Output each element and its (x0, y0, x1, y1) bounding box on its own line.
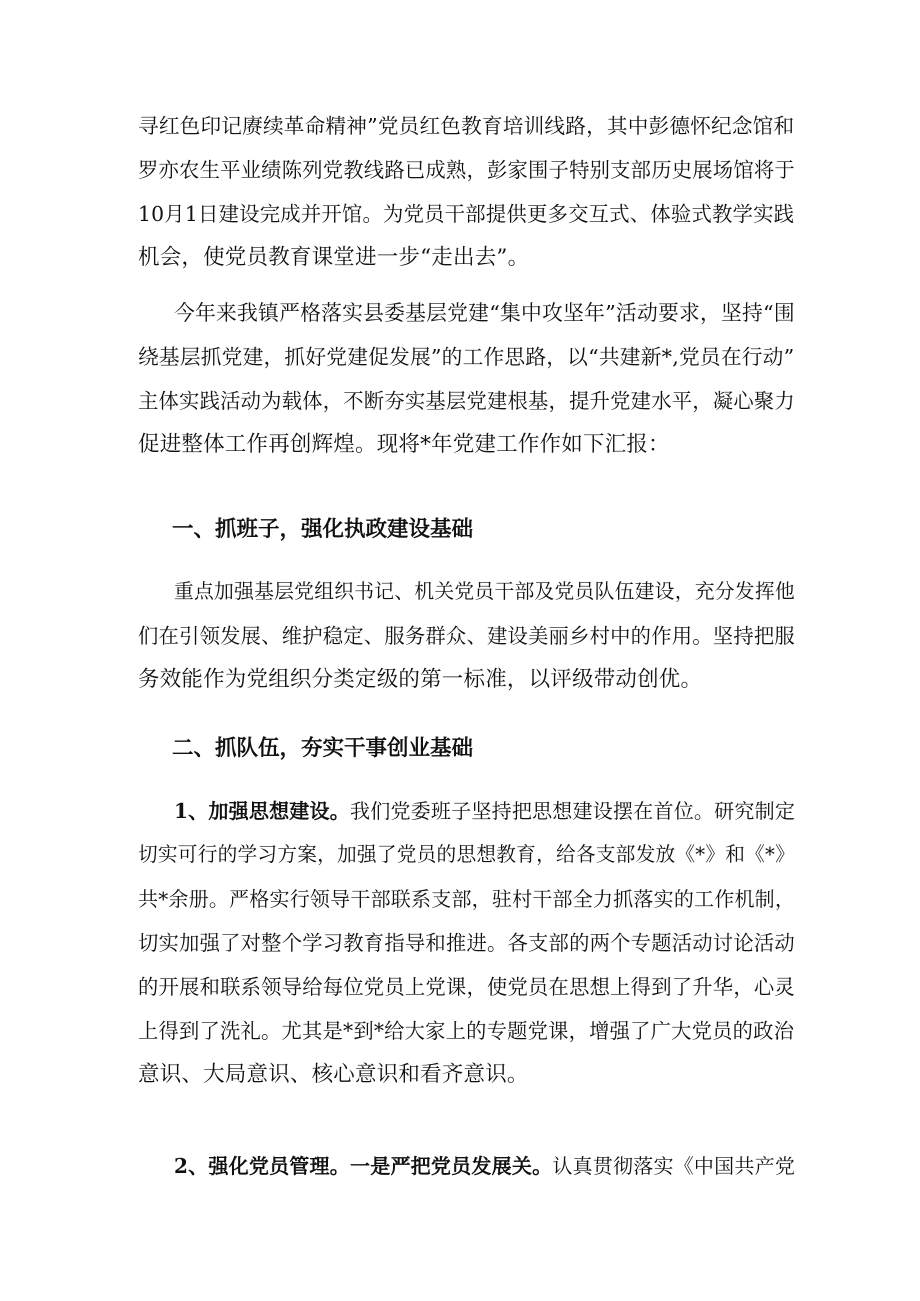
paragraph-section-2-2 (138, 1144, 798, 1188)
text-line: 切实可行的学习方案，加强了党员的思想教育，给各支部发放《*》和《*》 (138, 843, 796, 866)
text-line: 上得到了洗礼。尤其是*到*给大家上的专题党课，增强了广大党员的政治 (138, 1019, 795, 1043)
text-line: 寻红色印记赓续革命精神”党员红色教育培训线路，其中彭德怀纪念馆和 (138, 114, 795, 138)
text-line (138, 789, 798, 833)
section-heading-2: 二、抓队伍，夯实干事创业基础 (172, 736, 474, 761)
text-line: 主体实践活动为载体，不断夯实基层党建根基，提升党建水平，凝心聚力 (138, 389, 795, 413)
paragraph-continued (138, 104, 798, 280)
text-run: 我们党委班子坚持把思想建设摆在首位。研究制定 (350, 799, 796, 823)
paragraph-section-2-1 (138, 789, 798, 1097)
bold-lead: 1、加强思想建设。 (174, 799, 350, 823)
text-line: 绕基层抓党建，抓好党建促发展”的工作思路，以“共建新*,党员在行动” (138, 345, 795, 369)
text-line: 切实加强了对整个学习教育指导和推进。各支部的两个专题活动讨论活动 (138, 931, 795, 955)
text-line: 10月1日建设完成并开馆。为党员干部提供更多交互式、体验式教学实践 (138, 202, 795, 226)
text-line: 共*余册。严格实行领导干部联系支部，驻村干部全力抓落实的工作机制， (138, 887, 796, 911)
text-line: 的开展和联系领导给每位党员上党课，使党员在思想上得到了升华，心灵 (138, 975, 795, 999)
text-line: 务效能作为党组织分类定级的第一标准，以评级带动创优。 (138, 667, 703, 692)
text-line: 重点加强基层党组织书记、机关党员干部及党员队伍建设，充分发挥他 (174, 580, 795, 603)
bold-lead: 2、强化党员管理。一是严把党员发展关。 (174, 1154, 553, 1178)
section-heading-1: 一、抓班子，强化执政建设基础 (172, 517, 474, 542)
paragraph-intro (138, 291, 798, 467)
text-line: 们在引领发展、维护稳定、服务群众、建设美丽乡村中的作用。坚持把服 (138, 624, 795, 648)
text-line: 机会，使党员教育课堂进一步“走出去”。 (138, 245, 530, 270)
text-line: 意识、大局意识、核心意识和看齐意识。 (138, 1062, 529, 1087)
text-line (138, 1144, 798, 1188)
text-line: 今年来我镇严格落实县委基层党建“集中攻坚年”活动要求，坚持“围 (174, 301, 795, 325)
text-run: 认真贯彻落实《中国共产党 (552, 1154, 796, 1178)
paragraph-section-1 (138, 570, 798, 702)
text-line: 罗亦农生平业绩陈列党教线路已成熟，彭家围子特别支部历史展场馆将于 (138, 158, 795, 182)
text-line: 促进整体工作再创辉煌。现将*年党建工作作如下汇报： (138, 432, 670, 457)
